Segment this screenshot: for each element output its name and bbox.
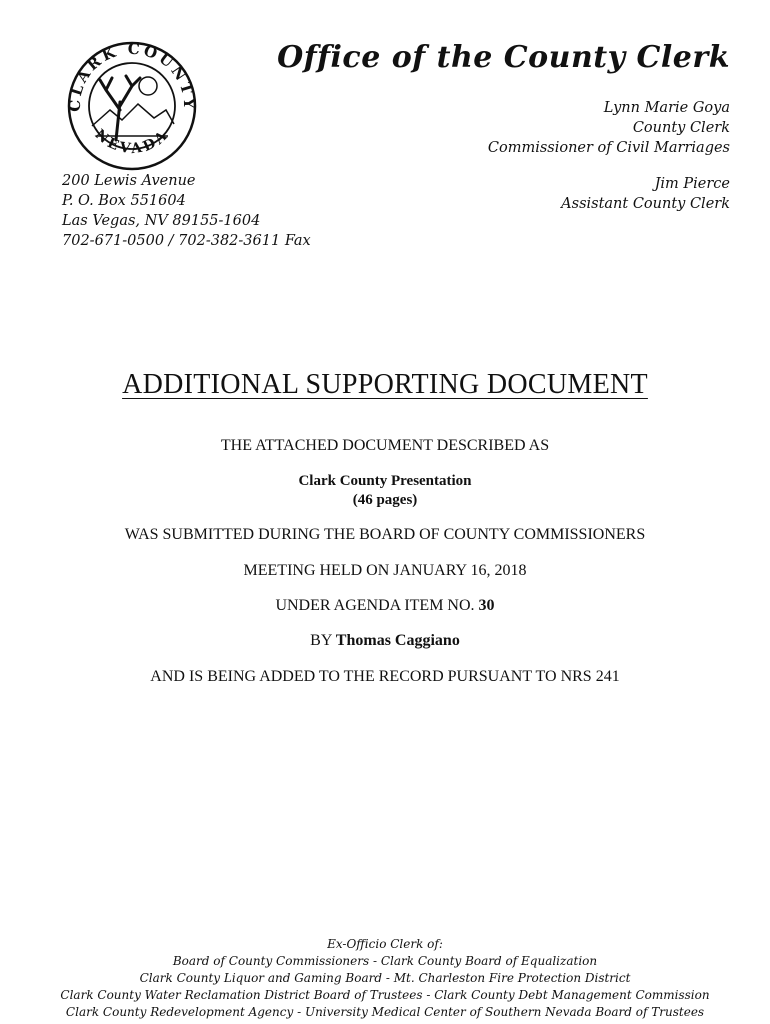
by-prefix: BY	[310, 632, 332, 649]
meeting-date-line: MEETING HELD ON JANUARY 16, 2018	[243, 562, 527, 579]
footer-line-3: Clark County Liquor and Gaming Board - Mt. Charleston Fire Protection District	[139, 971, 631, 985]
svg-text:CLARK COUNTY	[66, 40, 198, 112]
clerk-title: County Clerk	[632, 120, 730, 136]
footer-line-5: Clark County Redevelopment Agency - University Medical Center of Southern Nevada Board of Trustees	[65, 1005, 705, 1019]
document-pages: (46 pages)	[352, 492, 418, 508]
footer-line-4: Clark County Water Reclamation District Board of Trustees - Clark County Debt Management Commission	[60, 988, 710, 1002]
assistant-name: Jim Pierce	[654, 176, 730, 192]
document-heading-wrap	[0, 369, 770, 401]
clerk-role: Commissioner of Civil Marriages	[487, 140, 730, 156]
agenda-number: 30	[478, 597, 495, 614]
document-name: Clark County Presentation	[298, 473, 472, 489]
record-pursuant-line: AND IS BEING ADDED TO THE RECORD PURSUANT TO NRS 241	[150, 668, 620, 685]
svg-text:NEVADA	[92, 127, 173, 158]
agenda-item-line	[0, 597, 770, 615]
officials-block	[488, 98, 730, 214]
ex-officio-footer	[0, 936, 770, 1021]
described-as-line: THE ATTACHED DOCUMENT DESCRIBED AS	[220, 437, 550, 454]
seal-top-text: CLARK COUNTY	[66, 40, 198, 112]
assistant-title: Assistant County Clerk	[561, 196, 730, 212]
agenda-prefix: UNDER AGENDA ITEM NO.	[275, 597, 475, 614]
address-city: Las Vegas, NV 89155-1604	[62, 213, 261, 229]
clerk-name: Lynn Marie Goya	[603, 100, 730, 116]
office-address	[62, 171, 311, 251]
address-street: 200 Lewis Avenue	[62, 173, 196, 189]
clark-county-seal	[66, 40, 198, 172]
submitter-name: Thomas Caggiano	[335, 632, 460, 649]
seal-bottom-text: NEVADA	[91, 126, 173, 158]
footer-line-2: Board of County Commissioners - Clark County Board of Equalization	[172, 954, 598, 968]
office-title: Office of the County Clerk	[277, 40, 730, 75]
submitted-line: WAS SUBMITTED DURING THE BOARD OF COUNTY COMMISSIONERS	[124, 526, 646, 543]
address-po-box: P. O. Box 551604	[62, 193, 186, 209]
address-phones: 702-671-0500 / 702-382-3611 Fax	[62, 233, 311, 249]
document-heading: ADDITIONAL SUPPORTING DOCUMENT	[122, 369, 648, 400]
footer-line-1: Ex-Officio Clerk of:	[327, 937, 443, 951]
submitted-by-line	[0, 632, 770, 650]
